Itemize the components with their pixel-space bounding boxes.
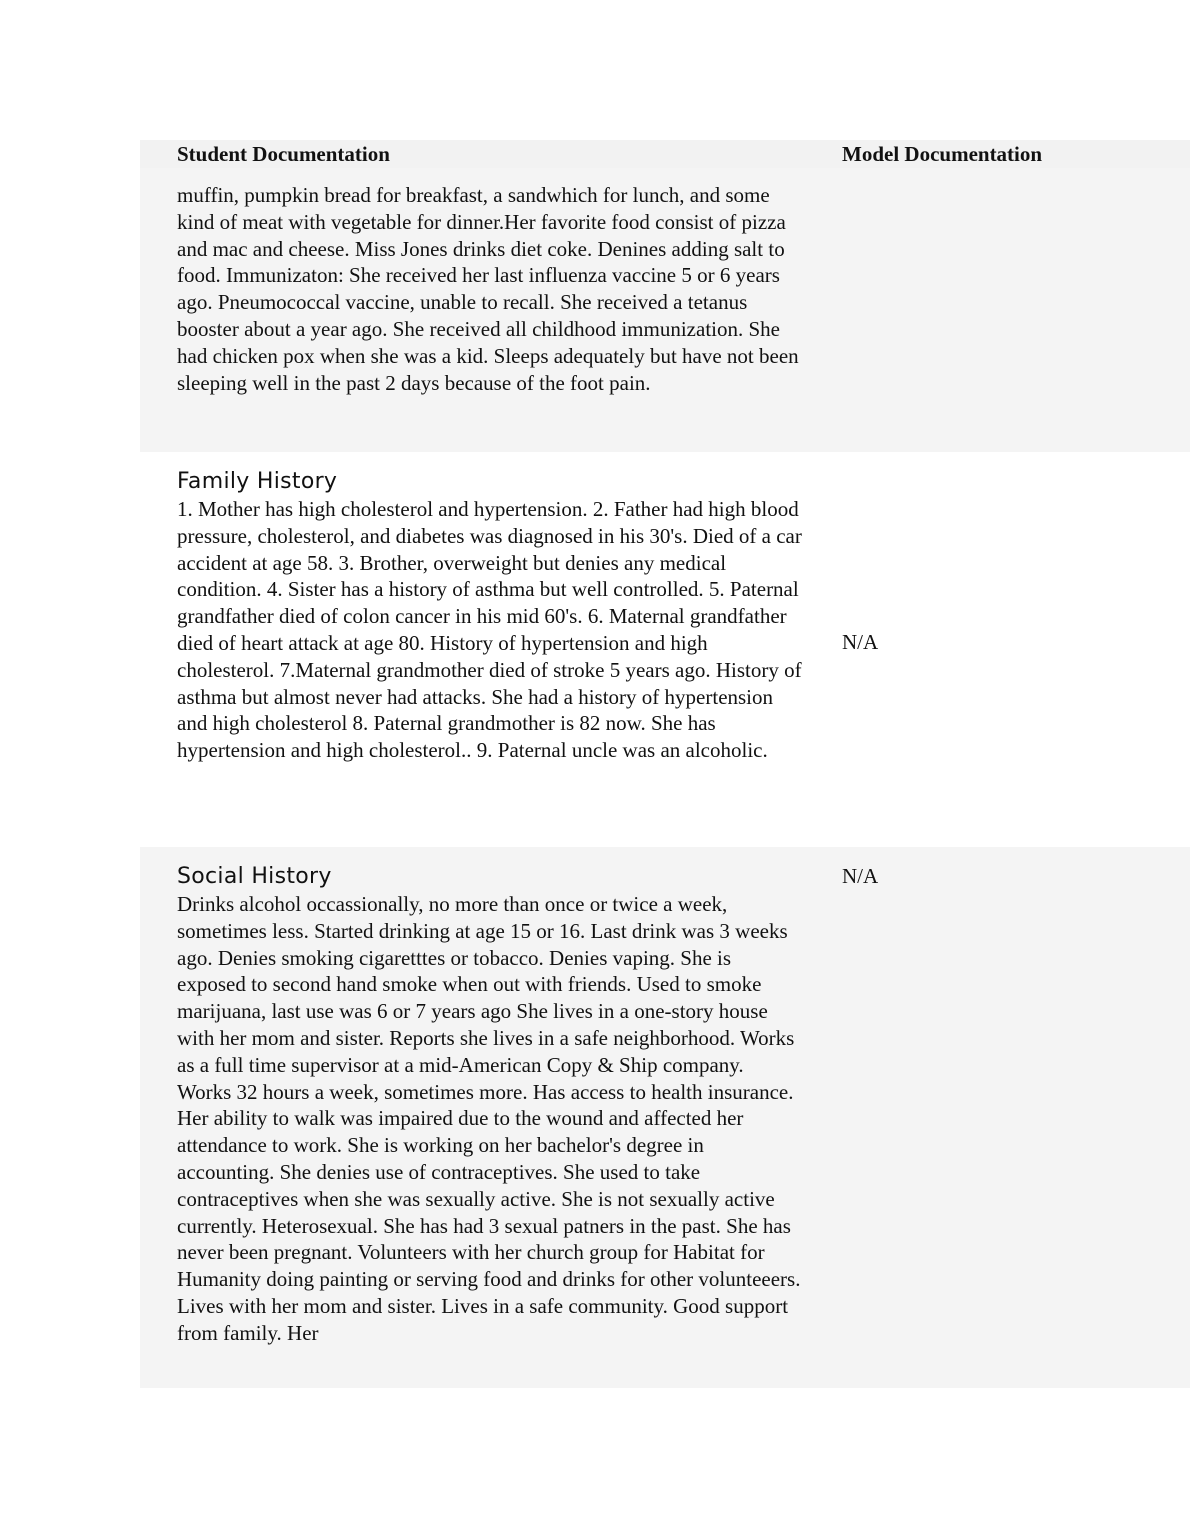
model-cell — [842, 863, 1162, 890]
student-text: 1. Mother has high cholesterol and hypertension. 2. Father had high blood pressure, cholesterol, and diabetes was diagnosed in his 30's. Died of a car accident at age 58. 3. Brother, overweight but denies any medical condition. 4. Sister has a history of asthma but well controlled. 5. Paternal grandfather died of colon cancer in his mid 60's. 6. Maternal grandfather died of heart attack at age 80. History of hypertension and high cholesterol. 7.Maternal grandmother died of stroke 5 years ago. History of asthma but almost never had attacks. She had a history of hypertension and high cholesterol 8. Paternal grandmother is 82 now. She has hypertension and high cholesterol.. 9. Paternal uncle was an alcoholic. — [177, 497, 802, 763]
table-row — [140, 452, 1190, 847]
student-text: Drinks alcohol occassionally, no more than once or twice a week, sometimes less. Started drinking at age 15 or 16. Last drink was 3 weeks ago. Denies smoking cigaretttes or tobacco. Denies vaping. She is exposed to second hand smoke when out with friends. Used to smoke marijuana, last use was 6 or 7 years ago She lives in a one-story house with her mom and sister. Reports she lives in a safe neighborhood. Works as a full time supervisor at a mid-American Copy & Ship company. Works 32 hours a week, sometimes more. Has access to health insurance. Her ability to walk was impaired due to the wound and affected her attendance to work. She is working on her bachelor's degree in accounting. She denies use of contraceptives. She used to take contraceptives when she was sexually active. She is not sexually active currently. Heterosexual. She has had 3 sexual patners in the past. She has never been pregnant. Volunteers with her church group for Habitat for Humanity doing painting or serving food and drinks for other volunteeers. Lives with her mom and sister. Lives in a safe community. Good support from family. Her — [177, 892, 801, 1345]
family-history-title: Family History — [177, 469, 338, 494]
table-row — [140, 847, 1190, 1388]
social-history-title: Social History — [177, 864, 332, 889]
table-header-row — [140, 140, 1190, 168]
model-documentation-header: Model Documentation — [842, 142, 1043, 166]
student-cell — [177, 182, 802, 396]
table-row — [140, 168, 1190, 452]
documentation-table — [140, 140, 1190, 1388]
student-text: muffin, pumpkin bread for breakfast, a sandwhich for lunch, and some kind of meat with vegetable for dinner.Her favorite food consist of pizza and mac and cheese. Miss Jones drinks diet coke. Denines adding salt to food. Immunizaton: She received her last influenza vaccine 5 or 6 years ago. Pneumococcal vaccine, unable to recall. She received a tetanus booster about a year ago. She received all childhood immunization. She had chicken pox when she was a kid. Sleeps adequately but have not been sleeping well in the past 2 days because of the foot pain. — [177, 183, 799, 395]
student-cell — [177, 863, 802, 1347]
student-cell — [177, 468, 802, 764]
model-cell — [842, 629, 1162, 656]
model-text: N/A — [842, 630, 879, 654]
model-text: N/A — [842, 864, 879, 888]
student-documentation-header: Student Documentation — [177, 142, 390, 166]
